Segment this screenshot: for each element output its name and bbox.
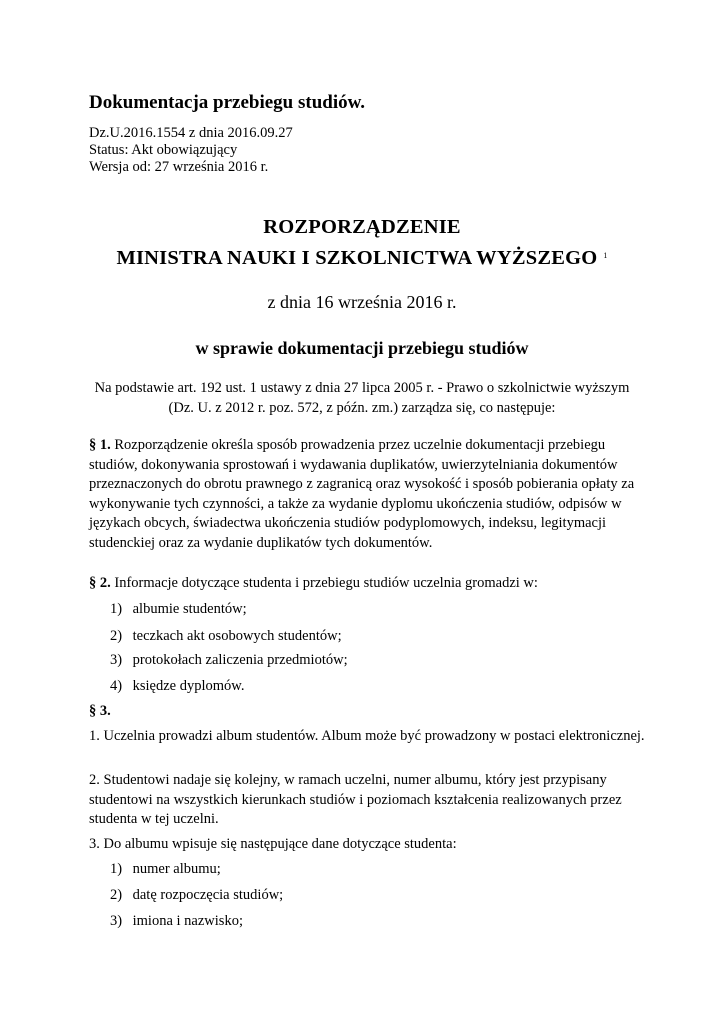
list-item-text: protokołach zaliczenia przedmiotów; bbox=[132, 652, 348, 668]
section-1-label: § 1. bbox=[89, 437, 111, 453]
list-item bbox=[110, 887, 283, 904]
section-2 bbox=[89, 574, 649, 594]
preamble-line-1: Na podstawie art. 192 ust. 1 ustawy z dnia 27 lipca 2005 r. - Prawo o szkolnictwie wyższym bbox=[94, 380, 630, 396]
section-2-label: § 2. bbox=[89, 575, 111, 591]
list-item-number: 4) bbox=[110, 678, 123, 694]
list-item bbox=[110, 913, 243, 930]
list-item-text: datę rozpoczęcia studiów; bbox=[132, 887, 284, 903]
act-issuer-text: MINISTRA NAUKI I SZKOLNICTWA WYŻSZEGO bbox=[116, 247, 598, 269]
section-1-text: Rozporządzenie określa sposób prowadzenia przez uczelnie dokumentacji przebiegu studiów, dokonywania sprostowań i wydawania duplikatów, uwierzytelniania dokumentów przeznaczonych do obrotu prawnego z zagranicą oraz wysokość i sposób pobierania opłaty za wykonywanie tych czynności, a także za wydanie dyplomu ukończenia studiów, odpisów w językach obcych, świadectwa ukończenia studiów podyplomowych, indeksu, legitymacji studenckiej oraz za wydanie duplikatów tych dokumentów. bbox=[89, 437, 635, 551]
list-item-text: teczkach akt osobowych studentów; bbox=[132, 628, 342, 644]
list-item bbox=[110, 652, 348, 669]
document-title: Dokumentacja przebiegu studiów. bbox=[89, 92, 366, 113]
list-item-text: księdze dyplomów. bbox=[132, 678, 245, 694]
act-type-heading: ROZPORZĄDZENIE bbox=[263, 216, 461, 238]
list-item-number: 1) bbox=[110, 861, 123, 877]
list-item-number: 2) bbox=[110, 887, 123, 903]
list-item bbox=[110, 601, 247, 618]
list-item bbox=[110, 678, 244, 695]
act-date: z dnia 16 września 2016 r. bbox=[267, 292, 457, 312]
preamble bbox=[80, 378, 644, 418]
list-item-number: 2) bbox=[110, 628, 123, 644]
section-1 bbox=[89, 436, 649, 554]
document-metadata bbox=[89, 125, 293, 176]
section-2-text: Informacje dotyczące studenta i przebiegu studiów uczelnia gromadzi w: bbox=[114, 575, 538, 591]
act-issuer-heading bbox=[0, 247, 724, 270]
version-line: Wersja od: 27 września 2016 r. bbox=[89, 159, 269, 175]
citation-line: Dz.U.2016.1554 z dnia 2016.09.27 bbox=[89, 125, 293, 141]
preamble-line-2: (Dz. U. z 2012 r. poz. 572, z późn. zm.) zarządza się, co następuje: bbox=[168, 400, 556, 416]
list-item bbox=[110, 628, 342, 645]
list-item-number: 1) bbox=[110, 601, 123, 617]
section-3-paragraph-3: 3. Do albumu wpisuje się następujące dane dotyczące studenta: bbox=[89, 836, 457, 852]
list-item-number: 3) bbox=[110, 652, 123, 668]
list-item-text: numer albumu; bbox=[132, 861, 221, 877]
list-item-number: 3) bbox=[110, 913, 123, 929]
status-line: Status: Akt obowiązujący bbox=[89, 142, 238, 158]
list-item-text: albumie studentów; bbox=[132, 601, 247, 617]
section-3-paragraph-1: 1. Uczelnia prowadzi album studentów. Album może być prowadzony w postaci elektronicznej. bbox=[89, 728, 645, 744]
list-item-text: imiona i nazwisko; bbox=[132, 913, 243, 929]
list-item bbox=[110, 861, 221, 878]
act-subject: w sprawie dokumentacji przebiegu studiów bbox=[195, 338, 529, 358]
section-3-paragraph-2: 2. Studentowi nadaje się kolejny, w ramach uczelni, numer albumu, który jest przypisany studentowi na wszystkich kierunkach studiów i poziomach kształcenia realizowanych przez studenta w tej uczelni. bbox=[89, 772, 622, 828]
footnote-marker[interactable]: 1 bbox=[603, 251, 608, 260]
section-3-label: § 3. bbox=[89, 703, 111, 719]
